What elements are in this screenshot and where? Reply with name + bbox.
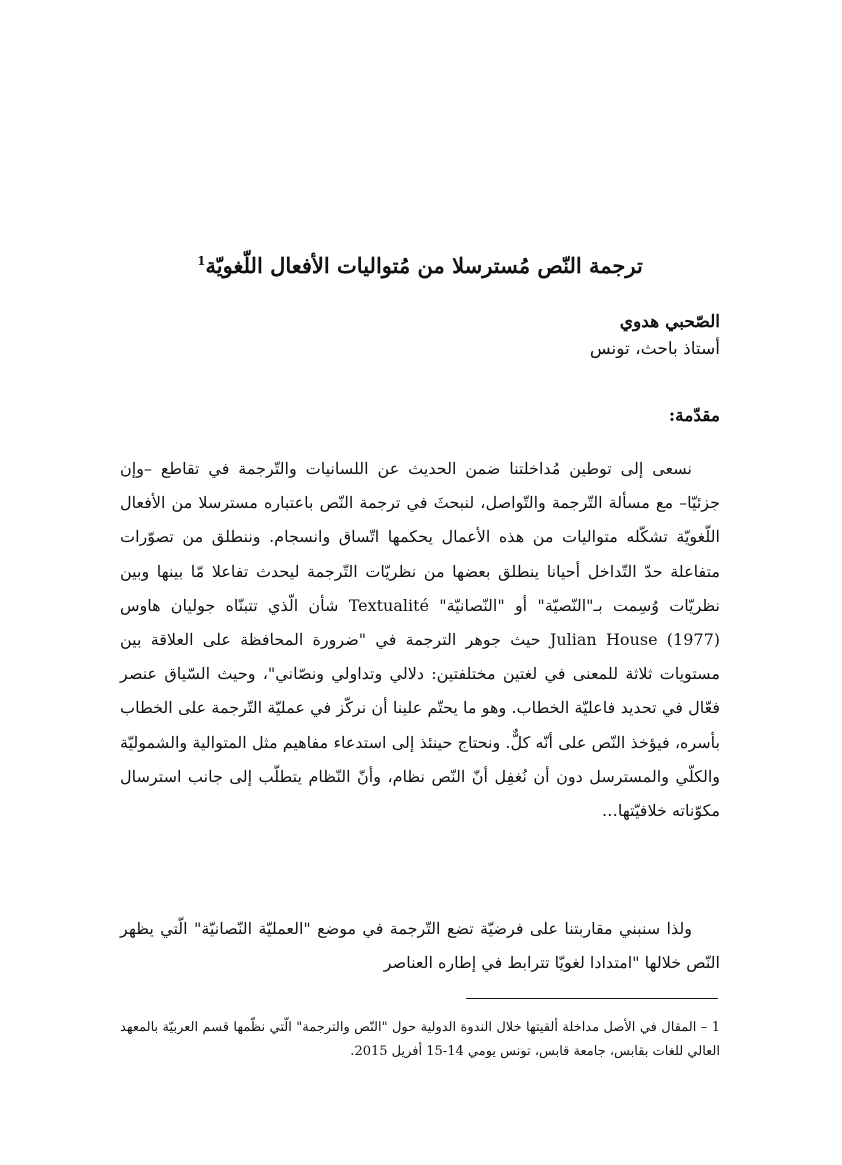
footnote-divider	[466, 998, 718, 999]
footnote	[120, 1016, 720, 1064]
body-paragraph-text: ولذا سنبني مقاربتنا على فرضيّة تضع التّرجمة في موضع "العمليّة النّصانيّة" الّتي يظهر النّص خلالها "امتدادا لغويّا تترابط في إطاره العناصر	[120, 919, 720, 973]
footnote-text: – المقال في الأصل مداخلة ألقيتها خلال الندوة الدولية حول "النّص والترجمة" الّتي نظّمها قسم العربيّة بالمعهد العالي للغات بقابس، جامعة قابس، تونس يومي 14-15 أفريل 2015.	[120, 1020, 720, 1059]
title-footnote-marker: 1	[197, 254, 206, 268]
body-paragraph	[120, 912, 720, 980]
body-paragraph-text: نسعى إلى توطين مُداخلتنا ضمن الحديث عن اللسانيات والتّرجمة في تقاطع –وإن جزئيّا– مع مسألة التّرجمة والتّواصل، لنبحثَ في ترجمة النّص باعتباره مسترسلا من الأفعال اللّغويّة تشكّله متواليات من هذه الأعمال يحكمها اتّساق وانسجام. وننطلق من تصوّرات متفاعلة حدّ التّداخل أحيانا ينطلق بعضها من نظريّات التّرجمة ليحدث تفاعلا مّا بينها وبين نظريّات وُسِمت بـ"النّصيّة" أو "النّصانيّة" Textualité شأن الّذي تتبنّاه جوليان هاوس Julian House (1977) حيث جوهر الترجمة في "ضرورة المحافظة على العلاقة بين مستويات ثلاثة للمعنى في لغتين مختلفتين: دلالي وتداولي ونصّاني"، وحيث السّياق عنصر فعّال في تحديد فاعليّة الخطاب. وهو ما يحتّم علينا أن نركّز في عمليّة التّرجمة على الخطاب بأسره، فيؤخذ النّص على أنّه كلٌّ. ونحتاج حينئذ إلى استدعاء مفاهيم مثل المتوالية والشموليّة والكلّي والمسترسل دون أن نُغفِل أنّ النّص نظام، وأنّ النّظام يتطلّب إلى جانب استرسال مكوّناته خلافيّتها…	[120, 459, 721, 821]
author-name: الصّحبي هدوي	[619, 312, 720, 332]
section-heading-introduction: مقدّمة:	[668, 406, 720, 426]
author-affiliation: أستاذ باحث، تونس	[589, 339, 720, 359]
article-title	[120, 246, 720, 281]
article-title-text: ترجمة النّص مُسترسلا من مُتواليات الأفعال اللّغويّة	[205, 253, 643, 278]
body-paragraph	[120, 452, 720, 828]
footnote-number: 1	[711, 1020, 720, 1035]
